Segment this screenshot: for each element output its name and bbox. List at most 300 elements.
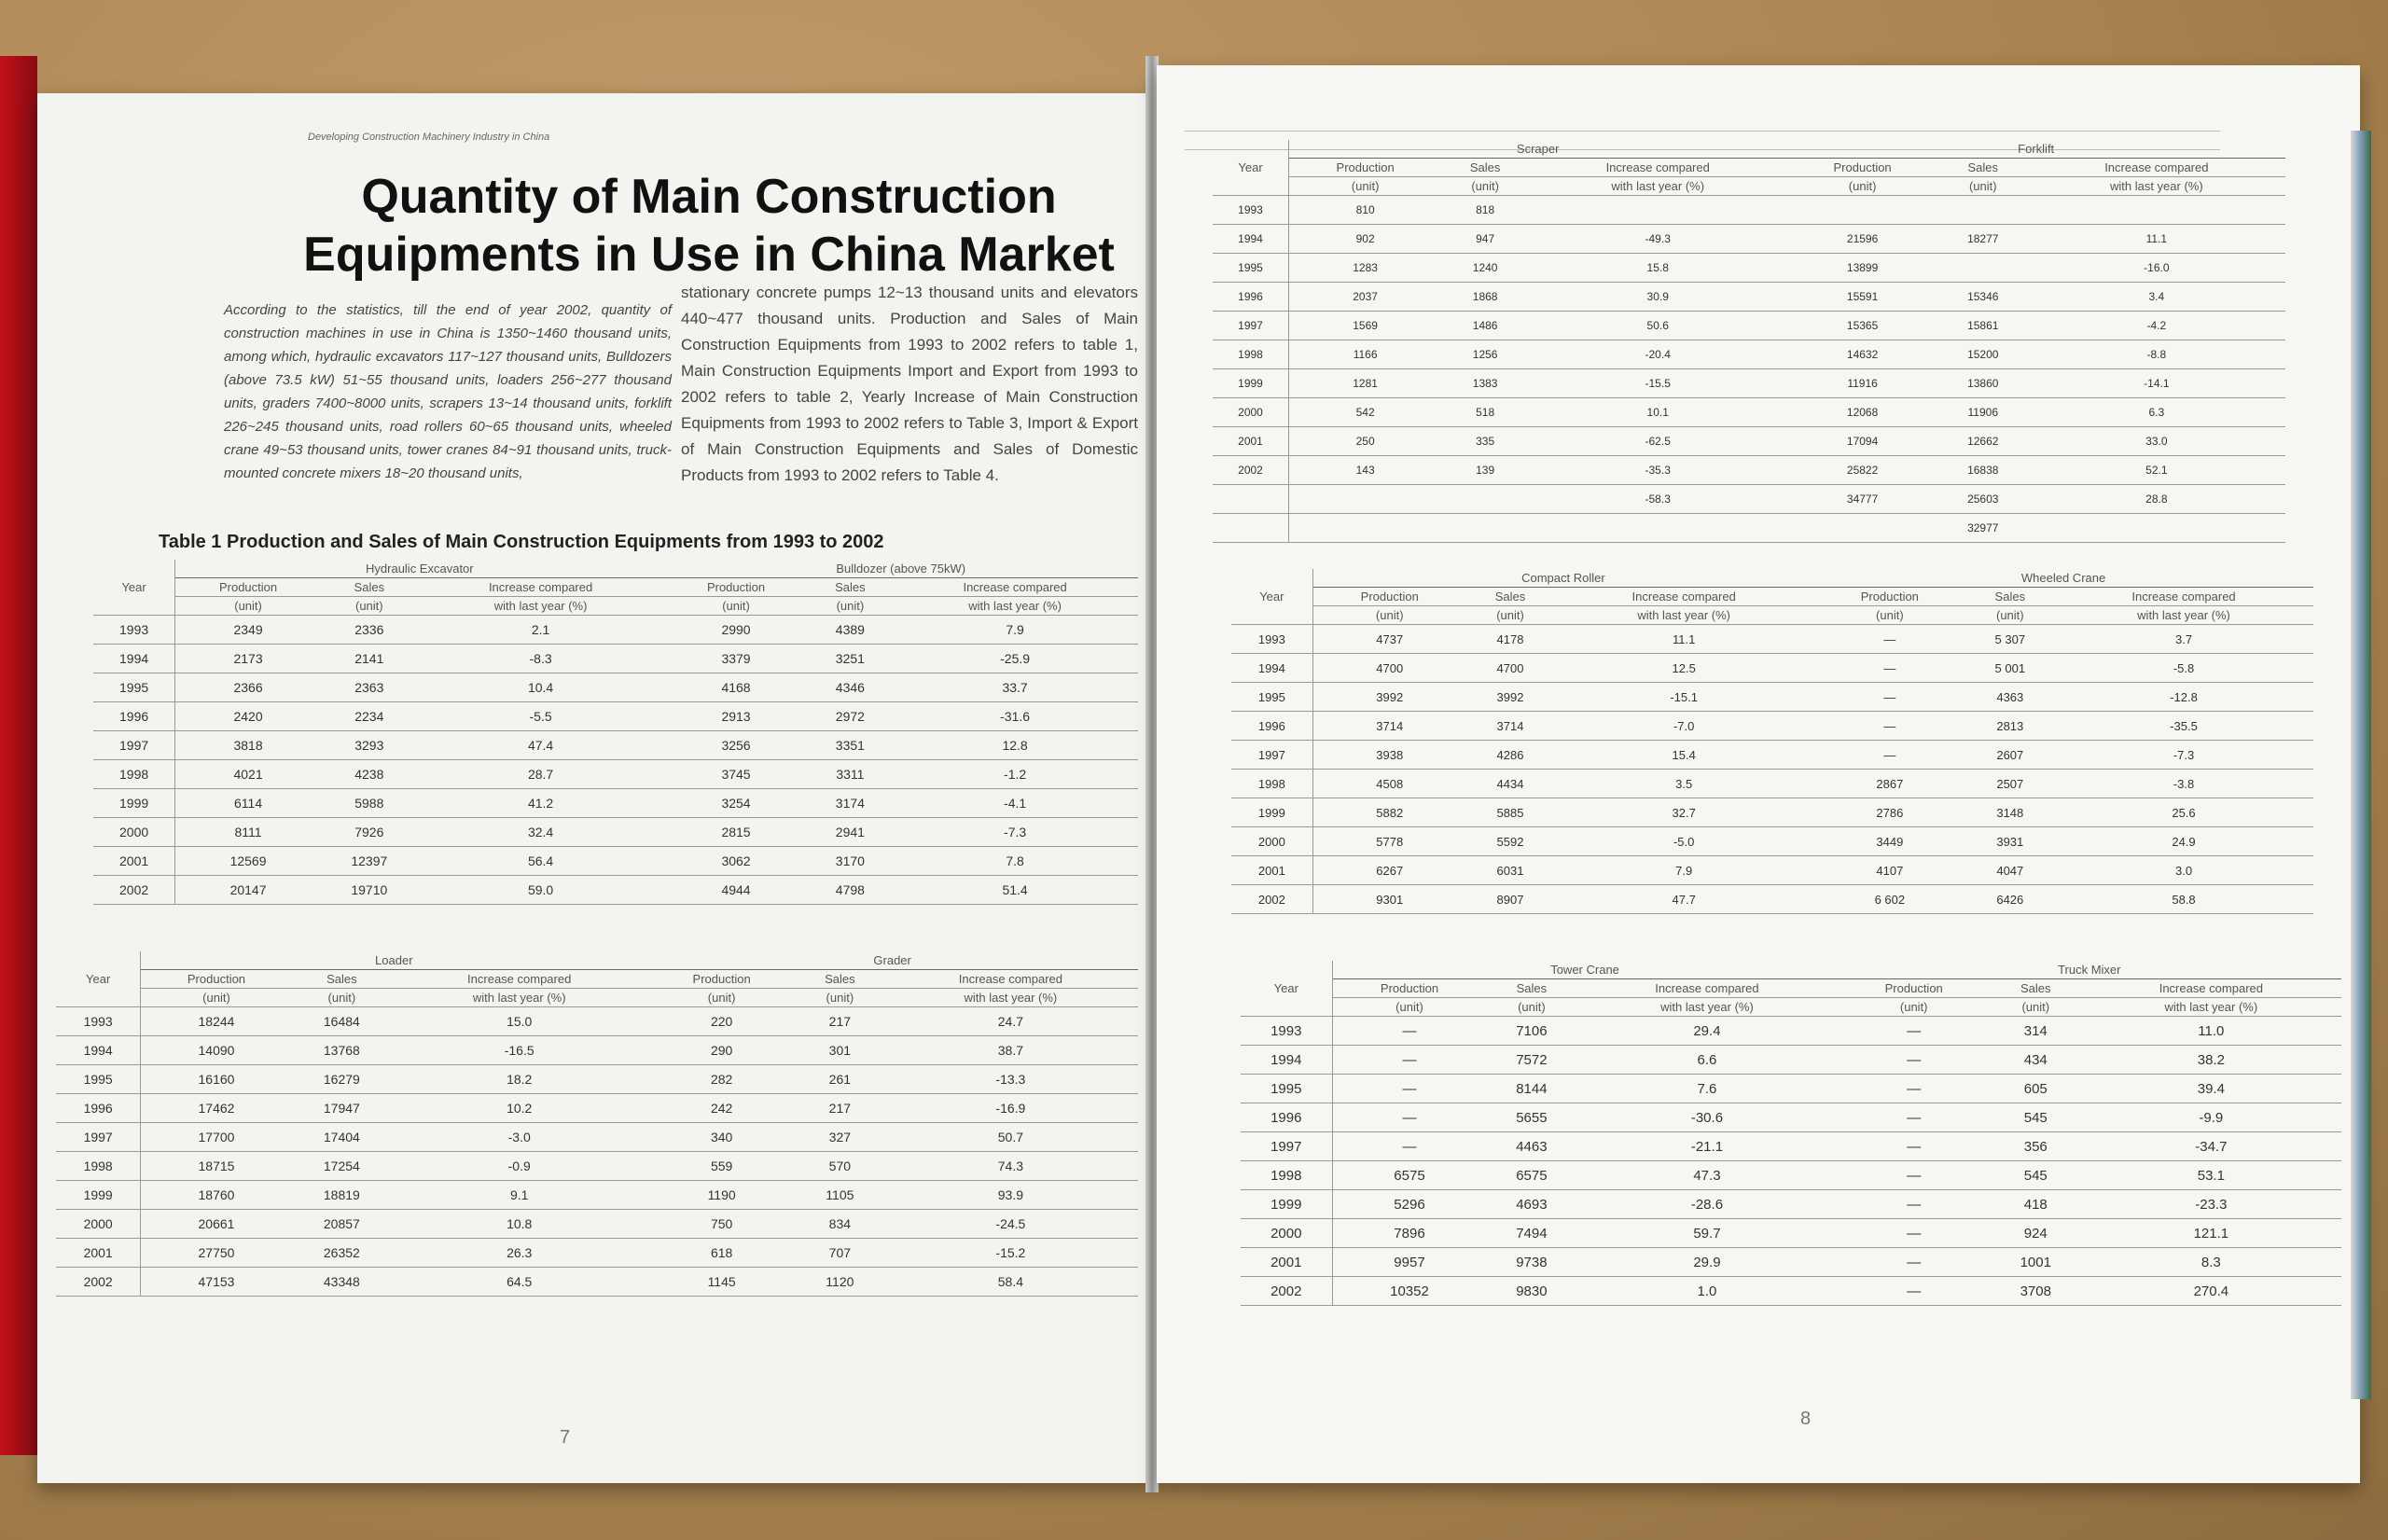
table-row xyxy=(93,731,1138,760)
table-cell: 47.3 xyxy=(1576,1161,1837,1190)
cell-year: 1999 xyxy=(1213,369,1289,398)
table-cell: 1868 xyxy=(1441,283,1529,312)
table-cell: 545 xyxy=(1991,1161,2081,1190)
table-cell: -3.8 xyxy=(2054,770,2313,798)
col-unit: (unit) xyxy=(1332,998,1486,1017)
table-cell: 340 xyxy=(646,1123,797,1152)
cell-year: 2000 xyxy=(1213,398,1289,427)
cell-year: 1995 xyxy=(1241,1075,1332,1103)
table-cell: 47.4 xyxy=(418,731,664,760)
table-cell: 51.4 xyxy=(892,876,1138,905)
table-cell: -7.3 xyxy=(2054,741,2313,770)
table-cell: -4.1 xyxy=(892,789,1138,818)
table-cell: 15.0 xyxy=(392,1007,646,1036)
table-cell: 834 xyxy=(797,1210,883,1239)
table-cell: 3311 xyxy=(809,760,893,789)
col-increase-2: with last year (%) xyxy=(892,597,1138,616)
cell-year: 1998 xyxy=(1213,340,1289,369)
col-increase-2: with last year (%) xyxy=(1576,998,1837,1017)
table-cell: 3714 xyxy=(1312,712,1466,741)
col-increase: Increase compared xyxy=(1529,159,1786,177)
col-increase-2: with last year (%) xyxy=(2028,177,2285,196)
table-roller-crane xyxy=(1231,569,2313,914)
col-production: Production xyxy=(1312,588,1466,606)
group-header-a: Hydraulic Excavator xyxy=(175,560,664,578)
table-row xyxy=(1231,856,2313,885)
table-cell: 301 xyxy=(797,1036,883,1065)
table-cell: 4346 xyxy=(809,673,893,702)
table-cell: 143 xyxy=(1289,456,1442,485)
table-cell: 3708 xyxy=(1991,1277,2081,1306)
table-cell xyxy=(1786,196,1938,225)
table-cell: 7572 xyxy=(1486,1046,1576,1075)
table-cell: 15.8 xyxy=(1529,254,1786,283)
cell-year: 2000 xyxy=(1241,1219,1332,1248)
table-cell xyxy=(1529,514,1786,543)
table-cell: — xyxy=(1838,1103,1991,1132)
table-cell: -58.3 xyxy=(1529,485,1786,514)
table-cell: 1190 xyxy=(646,1181,797,1210)
col-increase-2: with last year (%) xyxy=(1554,606,1813,625)
table-cell: 6.3 xyxy=(2028,398,2285,427)
table-row xyxy=(93,673,1138,702)
cell-year: 2001 xyxy=(56,1239,141,1268)
table-cell: -7.3 xyxy=(892,818,1138,847)
table-cell: — xyxy=(1813,625,1965,654)
table-cell: 1166 xyxy=(1289,340,1442,369)
table-cell: 9830 xyxy=(1486,1277,1576,1306)
table-cell: 24.9 xyxy=(2054,827,2313,856)
table-cell: -3.0 xyxy=(392,1123,646,1152)
table-cell: — xyxy=(1838,1161,1991,1190)
title-line-2: Equipments in Use in China Market xyxy=(303,228,1115,282)
table-cell: 3174 xyxy=(809,789,893,818)
cell-year: 1994 xyxy=(93,645,175,673)
table-cell: 282 xyxy=(646,1065,797,1094)
table-cell: 11906 xyxy=(1938,398,2028,427)
col-increase: Increase compared xyxy=(1554,588,1813,606)
col-production: Production xyxy=(646,970,797,989)
table-cell: 20857 xyxy=(292,1210,392,1239)
table-cell: 18760 xyxy=(141,1181,292,1210)
table-cell: 43348 xyxy=(292,1268,392,1297)
table-cell: 559 xyxy=(646,1152,797,1181)
table-cell: 30.9 xyxy=(1529,283,1786,312)
table-cell: 2607 xyxy=(1966,741,2054,770)
table-cell: -15.1 xyxy=(1554,683,1813,712)
table-cell: 5988 xyxy=(321,789,418,818)
col-sales: Sales xyxy=(292,970,392,989)
table-row xyxy=(93,876,1138,905)
col-unit: (unit) xyxy=(1838,998,1991,1017)
table-cell: -1.2 xyxy=(892,760,1138,789)
table-cell: 10.8 xyxy=(392,1210,646,1239)
table-cell: -5.8 xyxy=(2054,654,2313,683)
table-cell: 12662 xyxy=(1938,427,2028,456)
col-unit: (unit) xyxy=(1466,606,1554,625)
table-cell: 5296 xyxy=(1332,1190,1486,1219)
cell-year: 2001 xyxy=(93,847,175,876)
table-cell: 270.4 xyxy=(2081,1277,2341,1306)
table-cell: 6.6 xyxy=(1576,1046,1837,1075)
table-cell: 261 xyxy=(797,1065,883,1094)
table-tower-mixer xyxy=(1241,961,2341,1306)
table-cell: 4178 xyxy=(1466,625,1554,654)
table-cell: 53.1 xyxy=(2081,1161,2341,1190)
table-cell: 2507 xyxy=(1966,770,2054,798)
book-cover-edge xyxy=(0,56,37,1455)
group-header-b: Wheeled Crane xyxy=(1813,569,2313,588)
table-cell: 59.7 xyxy=(1576,1219,1837,1248)
table-cell: 1105 xyxy=(797,1181,883,1210)
col-unit: (unit) xyxy=(141,989,292,1007)
table-row xyxy=(1241,1132,2341,1161)
table-cell: 6114 xyxy=(175,789,321,818)
table-cell: 17700 xyxy=(141,1123,292,1152)
table-cell xyxy=(1529,196,1786,225)
page-number-right: 8 xyxy=(1800,1408,1812,1429)
table-cell: 16160 xyxy=(141,1065,292,1094)
table-cell: 335 xyxy=(1441,427,1529,456)
table-cell: — xyxy=(1838,1075,1991,1103)
col-increase-2: with last year (%) xyxy=(883,989,1138,1007)
table-cell: 17254 xyxy=(292,1152,392,1181)
cell-year: 1997 xyxy=(93,731,175,760)
table-cell: -8.8 xyxy=(2028,340,2285,369)
table-cell: 2173 xyxy=(175,645,321,673)
col-sales: Sales xyxy=(1966,588,2054,606)
table-cell: 3818 xyxy=(175,731,321,760)
table-cell: 14090 xyxy=(141,1036,292,1065)
table-cell: 2990 xyxy=(663,616,808,645)
col-unit: (unit) xyxy=(292,989,392,1007)
table-cell: 10.4 xyxy=(418,673,664,702)
col-production: Production xyxy=(1786,159,1938,177)
table-cell: 20661 xyxy=(141,1210,292,1239)
table-cell: -30.6 xyxy=(1576,1103,1837,1132)
table-row xyxy=(1213,196,2285,225)
table-cell: -16.5 xyxy=(392,1036,646,1065)
table-cell: 2813 xyxy=(1966,712,2054,741)
table-row xyxy=(56,1123,1138,1152)
table-cell: 542 xyxy=(1289,398,1442,427)
col-unit: (unit) xyxy=(646,989,797,1007)
header-rule xyxy=(1185,131,2220,132)
table-cell: — xyxy=(1813,712,1965,741)
table-cell: 7926 xyxy=(321,818,418,847)
table-cell: 1145 xyxy=(646,1268,797,1297)
table-row xyxy=(93,645,1138,673)
table-cell: 545 xyxy=(1991,1103,2081,1132)
table-cell: 2349 xyxy=(175,616,321,645)
table-cell: -24.5 xyxy=(883,1210,1138,1239)
table-cell: 6267 xyxy=(1312,856,1466,885)
table-row xyxy=(56,1036,1138,1065)
cell-year: 1993 xyxy=(56,1007,141,1036)
table-cell: 16484 xyxy=(292,1007,392,1036)
table-cell: 139 xyxy=(1441,456,1529,485)
table-cell: -49.3 xyxy=(1529,225,1786,254)
table-cell: 17462 xyxy=(141,1094,292,1123)
table-cell xyxy=(1786,514,1938,543)
col-increase: Increase compared xyxy=(2054,588,2313,606)
table-cell: — xyxy=(1838,1017,1991,1046)
table-cell: 3449 xyxy=(1813,827,1965,856)
col-sales: Sales xyxy=(809,578,893,597)
table-cell: 1281 xyxy=(1289,369,1442,398)
table-row xyxy=(56,1268,1138,1297)
cell-year: 1997 xyxy=(1213,312,1289,340)
cell-year: 2000 xyxy=(1231,827,1312,856)
group-header-b: Bulldozer (above 75kW) xyxy=(663,560,1138,578)
col-production: Production xyxy=(1332,979,1486,998)
cell-year: 1993 xyxy=(1241,1017,1332,1046)
table-loader-grader xyxy=(56,951,1138,1297)
table-cell: 3293 xyxy=(321,731,418,760)
col-unit: (unit) xyxy=(1813,606,1965,625)
table-cell xyxy=(1441,514,1529,543)
table-cell: 12397 xyxy=(321,847,418,876)
table-cell: 16838 xyxy=(1938,456,2028,485)
table-cell: 2234 xyxy=(321,702,418,731)
table-row xyxy=(1231,798,2313,827)
table-cell: 7.9 xyxy=(1554,856,1813,885)
table-row xyxy=(1213,398,2285,427)
table-cell: — xyxy=(1813,741,1965,770)
table-cell: 12.5 xyxy=(1554,654,1813,683)
cell-year: 1999 xyxy=(1231,798,1312,827)
col-year: Year xyxy=(1213,140,1289,196)
col-production: Production xyxy=(141,970,292,989)
table-cell: -7.0 xyxy=(1554,712,1813,741)
cell-year: 1997 xyxy=(56,1123,141,1152)
col-increase-2: with last year (%) xyxy=(2081,998,2341,1017)
page-title xyxy=(271,168,1147,284)
table-cell: 3938 xyxy=(1312,741,1466,770)
table-cell: 8.3 xyxy=(2081,1248,2341,1277)
table-cell: — xyxy=(1838,1190,1991,1219)
table-cell: 47153 xyxy=(141,1268,292,1297)
table-cell: 4363 xyxy=(1966,683,2054,712)
table-cell: 2815 xyxy=(663,818,808,847)
table-cell: 121.1 xyxy=(2081,1219,2341,1248)
table-cell: 2867 xyxy=(1813,770,1965,798)
table-cell: 93.9 xyxy=(883,1181,1138,1210)
table-cell: 2141 xyxy=(321,645,418,673)
cell-year: 1993 xyxy=(93,616,175,645)
table-cell: 6575 xyxy=(1486,1161,1576,1190)
table-cell: -5.5 xyxy=(418,702,664,731)
col-unit: (unit) xyxy=(1486,998,1576,1017)
cell-year: 2002 xyxy=(1231,885,1312,914)
table-cell: -20.4 xyxy=(1529,340,1786,369)
table-cell: 11916 xyxy=(1786,369,1938,398)
cell-year: 2002 xyxy=(1241,1277,1332,1306)
table-cell: 250 xyxy=(1289,427,1442,456)
table-cell: 33.0 xyxy=(2028,427,2285,456)
table-cell: 58.8 xyxy=(2054,885,2313,914)
table-cell: 20147 xyxy=(175,876,321,905)
table-cell: 3931 xyxy=(1966,827,2054,856)
table-cell: 707 xyxy=(797,1239,883,1268)
table-cell: -5.0 xyxy=(1554,827,1813,856)
table-cell: 3254 xyxy=(663,789,808,818)
table-row xyxy=(1213,340,2285,369)
table-cell: 2037 xyxy=(1289,283,1442,312)
table-cell: 3351 xyxy=(809,731,893,760)
cell-year: 1997 xyxy=(1231,741,1312,770)
cell-year: 1994 xyxy=(56,1036,141,1065)
cell-year: 1998 xyxy=(56,1152,141,1181)
table-row xyxy=(93,760,1138,789)
table-cell: 2786 xyxy=(1813,798,1965,827)
table-cell: 74.3 xyxy=(883,1152,1138,1181)
table-cell: 3148 xyxy=(1966,798,2054,827)
table-row xyxy=(1213,254,2285,283)
table-cell: 10.2 xyxy=(392,1094,646,1123)
col-increase: Increase compared xyxy=(1576,979,1837,998)
table-cell: 41.2 xyxy=(418,789,664,818)
col-production: Production xyxy=(1838,979,1991,998)
table-cell: -62.5 xyxy=(1529,427,1786,456)
table-row xyxy=(93,702,1138,731)
table-cell: 5655 xyxy=(1486,1103,1576,1132)
table-cell: 434 xyxy=(1991,1046,2081,1075)
table-cell: 2420 xyxy=(175,702,321,731)
table-row xyxy=(1241,1219,2341,1248)
table-row xyxy=(56,1210,1138,1239)
table-cell: 4107 xyxy=(1813,856,1965,885)
cell-year: 1994 xyxy=(1213,225,1289,254)
table-row xyxy=(1213,283,2285,312)
table-cell: 32977 xyxy=(1938,514,2028,543)
col-sales: Sales xyxy=(321,578,418,597)
table-cell: 9957 xyxy=(1332,1248,1486,1277)
table-cell: 220 xyxy=(646,1007,797,1036)
table-cell: 28.8 xyxy=(2028,485,2285,514)
cell-year: 1999 xyxy=(56,1181,141,1210)
table-cell: 605 xyxy=(1991,1075,2081,1103)
table-cell: 6426 xyxy=(1966,885,2054,914)
table-row xyxy=(1213,427,2285,456)
table-row xyxy=(1231,741,2313,770)
table-cell: 59.0 xyxy=(418,876,664,905)
table-cell: -4.2 xyxy=(2028,312,2285,340)
col-production: Production xyxy=(1289,159,1442,177)
table-cell: — xyxy=(1813,683,1965,712)
table-cell: 52.1 xyxy=(2028,456,2285,485)
table-cell: 4463 xyxy=(1486,1132,1576,1161)
group-header-a: Loader xyxy=(141,951,646,970)
table-cell: 2363 xyxy=(321,673,418,702)
cell-year: 1997 xyxy=(1241,1132,1332,1161)
table-cell: 7494 xyxy=(1486,1219,1576,1248)
table-cell: 3256 xyxy=(663,731,808,760)
table-cell: 924 xyxy=(1991,1219,2081,1248)
table-cell xyxy=(1441,485,1529,514)
table-row xyxy=(1241,1103,2341,1132)
table-cell: 3.4 xyxy=(2028,283,2285,312)
table-cell: 15.4 xyxy=(1554,741,1813,770)
table-cell: 810 xyxy=(1289,196,1442,225)
table-row xyxy=(93,818,1138,847)
table-cell: -35.3 xyxy=(1529,456,1786,485)
table-cell: 4047 xyxy=(1966,856,2054,885)
table-cell: 17094 xyxy=(1786,427,1938,456)
table-cell: 10352 xyxy=(1332,1277,1486,1306)
table-cell: — xyxy=(1332,1046,1486,1075)
col-increase: Increase compared xyxy=(2028,159,2285,177)
table-cell: 4700 xyxy=(1312,654,1466,683)
table-row xyxy=(1231,770,2313,798)
table-cell: 29.4 xyxy=(1576,1017,1837,1046)
col-unit: (unit) xyxy=(321,597,418,616)
col-increase: Increase compared xyxy=(418,578,664,597)
table-cell: 1383 xyxy=(1441,369,1529,398)
table-cell: 50.6 xyxy=(1529,312,1786,340)
table-cell: — xyxy=(1838,1277,1991,1306)
table-cell: 4700 xyxy=(1466,654,1554,683)
group-header-a: Tower Crane xyxy=(1332,961,1838,979)
table-cell: 13768 xyxy=(292,1036,392,1065)
table-cell: -25.9 xyxy=(892,645,1138,673)
table-cell: 9.1 xyxy=(392,1181,646,1210)
group-header-a: Compact Roller xyxy=(1312,569,1813,588)
table-cell: 4434 xyxy=(1466,770,1554,798)
table-cell: 17947 xyxy=(292,1094,392,1123)
table-row xyxy=(1231,827,2313,856)
table-cell: 9738 xyxy=(1486,1248,1576,1277)
table-cell: 1569 xyxy=(1289,312,1442,340)
table-cell: 7896 xyxy=(1332,1219,1486,1248)
table-cell: 4021 xyxy=(175,760,321,789)
col-increase: Increase compared xyxy=(2081,979,2341,998)
table-cell: — xyxy=(1838,1132,1991,1161)
right-page xyxy=(1157,65,2360,1483)
table-cell: 25603 xyxy=(1938,485,2028,514)
table-cell: 50.7 xyxy=(883,1123,1138,1152)
table-cell: -9.9 xyxy=(2081,1103,2341,1132)
cell-year: 1995 xyxy=(1213,254,1289,283)
table-cell: 19710 xyxy=(321,876,418,905)
table-row xyxy=(1213,485,2285,514)
table-cell: 26.3 xyxy=(392,1239,646,1268)
table-cell: 12.8 xyxy=(892,731,1138,760)
running-header: Developing Construction Machinery Industry in China xyxy=(308,132,550,143)
table-cell: 1001 xyxy=(1991,1248,2081,1277)
col-sales: Sales xyxy=(1466,588,1554,606)
table-cell xyxy=(1938,254,2028,283)
cell-year: 2001 xyxy=(1231,856,1312,885)
table-cell: 47.7 xyxy=(1554,885,1813,914)
table-cell: 3714 xyxy=(1466,712,1554,741)
table-cell: 15346 xyxy=(1938,283,2028,312)
table-cell: -15.5 xyxy=(1529,369,1786,398)
col-increase-2: with last year (%) xyxy=(1529,177,1786,196)
col-production: Production xyxy=(663,578,808,597)
table-cell: 818 xyxy=(1441,196,1529,225)
cell-year: 1998 xyxy=(1231,770,1312,798)
table-cell: 5882 xyxy=(1312,798,1466,827)
table-cell: 2366 xyxy=(175,673,321,702)
col-unit: (unit) xyxy=(1312,606,1466,625)
table-cell: 2.1 xyxy=(418,616,664,645)
table-cell: 356 xyxy=(1991,1132,2081,1161)
table-row xyxy=(1241,1248,2341,1277)
table-cell: 9301 xyxy=(1312,885,1466,914)
cell-year: 1994 xyxy=(1241,1046,1332,1075)
table-cell: -13.3 xyxy=(883,1065,1138,1094)
